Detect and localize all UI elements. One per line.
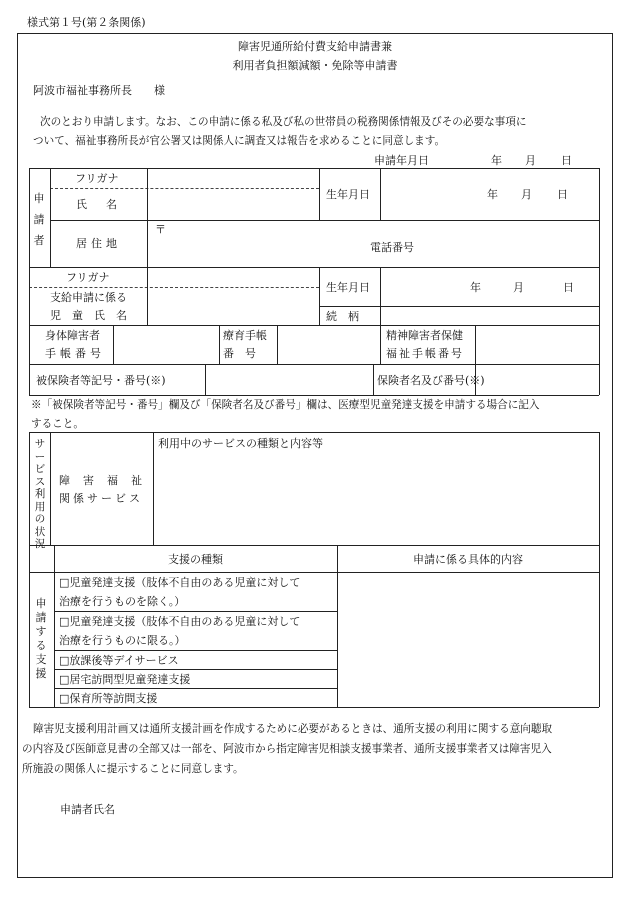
form-number: 様式第１号(第２条関係) <box>27 16 146 29</box>
consent-line2: の内容及び医師意見書の全部又は一部を、阿波市から指定障害児相談支援事業者、通所支援事業者又は障害児入 <box>22 743 552 755</box>
mental-handbook-label-line2: 福祉手帳番号 <box>386 347 464 360</box>
child-birth-month: 月 <box>513 281 524 294</box>
application-date-day: 日 <box>561 154 572 167</box>
support-type-header: 支援の種類 <box>168 553 223 566</box>
consent-line1: 障害児支援利用計画又は通所支援計画を作成するために必要があるときは、通所支援の利用に関する意向聴取 <box>33 723 553 735</box>
mental-handbook-label-line1: 精神障害者保健 <box>386 329 463 342</box>
welfare-service-label-line1: 障 害 福 祉 <box>59 474 143 487</box>
applicant-address-label: 居住地 <box>76 237 121 250</box>
applicant-section-label: 申請者 <box>33 192 45 247</box>
applicant-phone-label: 電話番号 <box>370 241 414 254</box>
child-relationship-label: 続 柄 <box>326 310 359 323</box>
note-line1: ※「被保険者等記号・番号」欄及び「保険者名及び番号」欄は、医療型児童発達支援を申請する場合に記入 <box>31 399 540 411</box>
ryoiku-handbook-label-line2: 番 号 <box>223 347 256 360</box>
consent-line3: 所施設の関係人に提示することに同意します。 <box>22 763 244 775</box>
application-date-label: 申請年月日 <box>374 154 429 167</box>
applicant-birthdate-label: 生年月日 <box>326 188 370 201</box>
addressee: 阿波市福祉事務所長 様 <box>33 84 165 97</box>
applicant-furigana-label: フリガナ <box>75 172 119 185</box>
support-section-label: 申請する支援 <box>35 597 47 680</box>
child-furigana-label: フリガナ <box>66 271 110 284</box>
applicant-birth-day: 日 <box>557 188 568 201</box>
note-line2: すること。 <box>31 418 84 430</box>
child-name-label-line2: 児 童 氏 名 <box>50 309 127 322</box>
child-name-label-line1: 支給申請に係る <box>50 291 127 304</box>
child-birth-day: 日 <box>563 281 574 294</box>
support-item-3: □放課後等デイサービス <box>59 654 179 667</box>
applicant-name-label: 氏 名 <box>76 198 121 211</box>
support-item-1-line1: □児童発達支援（肢体不自由のある児童に対して <box>59 576 301 589</box>
insurer-name-label: 保険者名及び番号(※) <box>377 374 485 387</box>
support-item-2-line1: □児童発達支援（肢体不自由のある児童に対して <box>59 615 301 628</box>
support-content-header: 申請に係る具体的内容 <box>413 553 523 566</box>
child-birthdate-label: 生年月日 <box>326 281 370 294</box>
signature-label: 申請者氏名 <box>60 803 115 816</box>
service-status-section-label: サービス利用の状況 <box>34 438 46 550</box>
applicant-birth-month: 月 <box>521 188 532 201</box>
insured-number-label: 被保険者等記号・番号(※) <box>36 374 166 387</box>
child-birth-year: 年 <box>470 281 481 294</box>
application-date-year: 年 <box>491 154 502 167</box>
application-date-month: 月 <box>525 154 536 167</box>
intro-line1: 次のとおり申請します。なお、この申請に係る私及び私の世帯員の税務関係情報及びその必要な事項に <box>40 116 527 128</box>
physical-handbook-label-line1: 身体障害者 <box>45 329 100 342</box>
service-content-label: 利用中のサービスの種類と内容等 <box>158 437 323 450</box>
form-title-line1: 障害児通所給付費支給申請書兼 <box>238 40 392 53</box>
form-title-line2: 利用者負担額減額・免除等申請書 <box>232 59 398 72</box>
welfare-service-label-line2: 関係サービス <box>59 492 143 505</box>
support-item-2-line2: 治療を行うものに限る。） <box>59 634 186 647</box>
physical-handbook-label-line2: 手帳番号 <box>45 347 105 360</box>
applicant-birth-year: 年 <box>487 188 498 201</box>
ryoiku-handbook-label-line1: 療育手帳 <box>223 329 267 342</box>
postal-mark: 〒 <box>155 223 166 236</box>
support-item-5: □保育所等訪問支援 <box>59 692 158 705</box>
intro-line2: ついて、福祉事務所長が官公署又は関係人に調査又は報告を求めることに同意します。 <box>33 135 446 147</box>
support-item-4: □居宅訪問型児童発達支援 <box>59 673 191 686</box>
support-item-1-line2: 治療を行うものを除く。） <box>59 595 186 608</box>
